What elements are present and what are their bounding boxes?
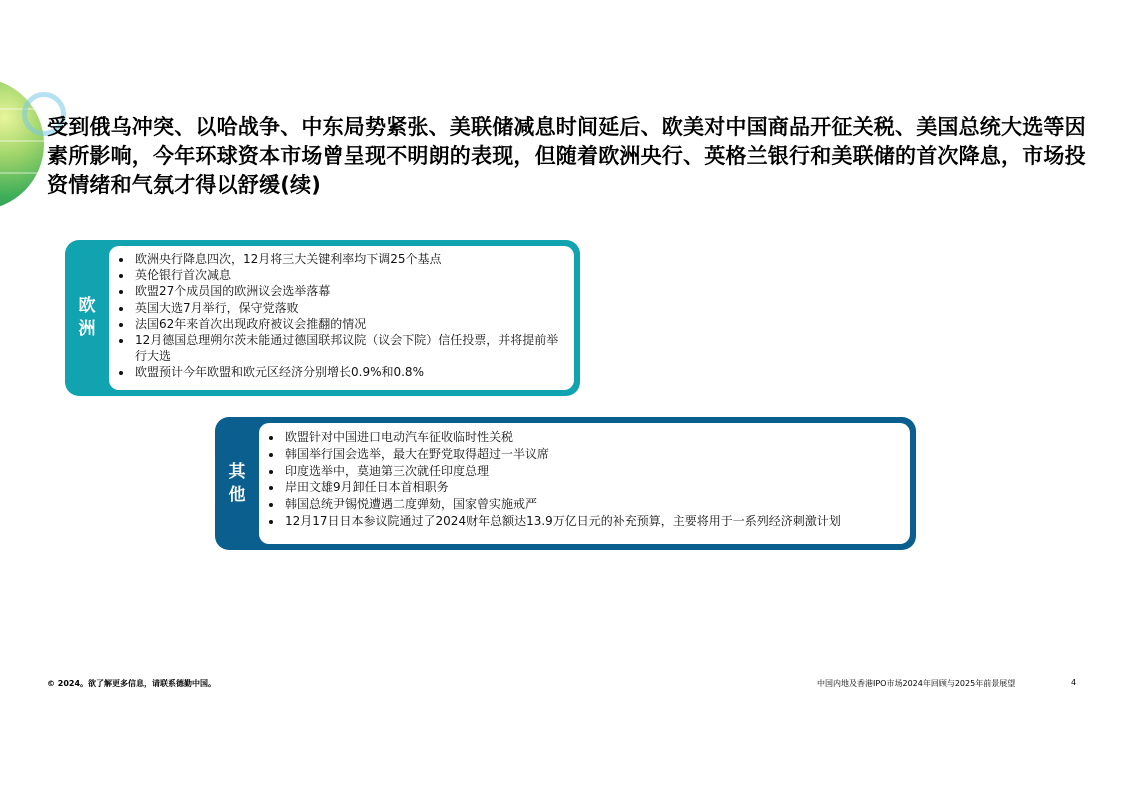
other-label — [215, 417, 259, 550]
europe-bullet-list — [115, 251, 566, 381]
page-title: 受到俄乌冲突、以哈战争、中东局势紧张、美联储减息时间延后、欧美对中国商品开征关税、美国总统大选等因素所影响，今年环球资本市场曾呈现不明朗的表现，但随着欧洲央行、英格兰银行和美联储的首次降息，市场投资情绪和气氛才得以舒缓(续) — [47, 115, 1086, 197]
other-card — [215, 417, 916, 550]
list-item: • 12月德国总理朔尔茨未能通过德国联邦议院（议会下院）信任投票，并将提前举行大选 — [133, 332, 566, 364]
other-bullet-list — [265, 429, 902, 530]
page-number: 4 — [1071, 678, 1077, 687]
europe-card — [65, 240, 580, 396]
footer-report-title: 中国内地及香港IPO市场2024年回顾与2025年前景展望 — [817, 679, 1016, 688]
europe-list-panel — [109, 246, 574, 390]
footer-copyright: © 2024。欲了解更多信息，请联系德勤中国。 — [47, 679, 217, 688]
other-label-char-2: 他 — [228, 484, 246, 505]
list-item: • 韩国总统尹锡悦遭遇二度弹劾，国家曾实施戒严 — [283, 496, 902, 513]
list-item: • 欧盟针对中国进口电动汽车征收临时性关税 — [283, 429, 902, 446]
list-item: • 法国62年来首次出现政府被议会推翻的情况 — [133, 316, 566, 332]
europe-label — [65, 240, 109, 396]
list-item: • 12月17日日本参议院通过了2024财年总额达13.9万亿日元的补充预算，主要将用于一系列经济刺激计划 — [283, 513, 902, 530]
europe-label-char-2: 洲 — [78, 319, 96, 339]
list-item: • 韩国举行国会选举，最大在野党取得超过一半议席 — [283, 446, 902, 463]
other-list-panel — [259, 423, 910, 544]
list-item: • 英伦银行首次减息 — [133, 267, 566, 283]
list-item: • 欧盟预计今年欧盟和欧元区经济分别增长0.9%和0.8% — [133, 364, 566, 380]
europe-label-char-1: 欧 — [78, 296, 96, 316]
list-item: • 印度选举中，莫迪第三次就任印度总理 — [283, 463, 902, 480]
list-item: • 欧盟27个成员国的欧洲议会选举落幕 — [133, 283, 566, 299]
list-item: • 欧洲央行降息四次，12月将三大关键利率均下调25个基点 — [133, 251, 566, 267]
other-label-char-1: 其 — [228, 461, 246, 482]
list-item: • 岸田文雄9月卸任日本首相职务 — [283, 479, 902, 496]
list-item: • 英国大选7月举行，保守党落败 — [133, 300, 566, 316]
